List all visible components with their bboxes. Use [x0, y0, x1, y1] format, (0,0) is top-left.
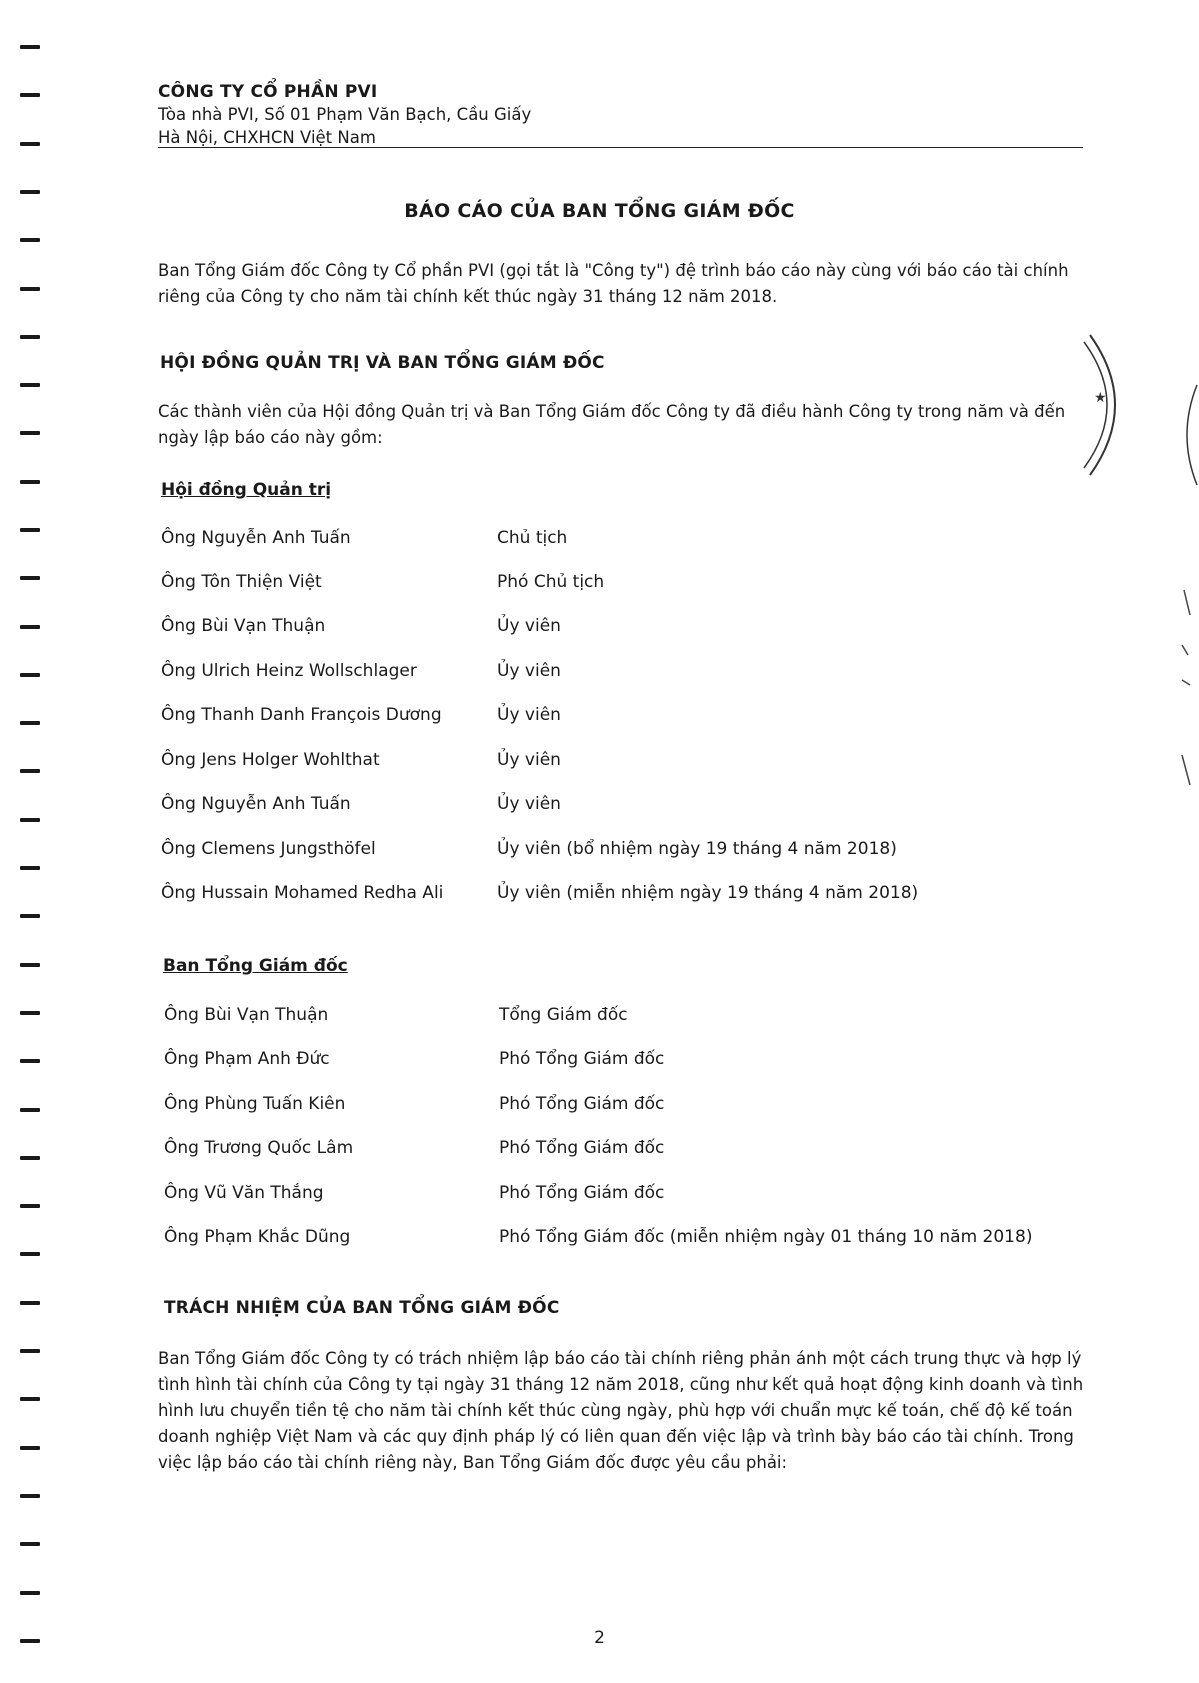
binder-mark [20, 93, 40, 97]
member-role: Chủ tịch [497, 528, 568, 548]
binder-mark [20, 1349, 40, 1353]
member-role: Phó Tổng Giám đốc (miễn nhiệm ngày 01 tháng 10 năm 2018) [499, 1227, 1033, 1247]
member-role: Ủy viên [497, 705, 561, 725]
binder-mark [20, 383, 40, 387]
member-role: Phó Tổng Giám đốc [499, 1049, 665, 1069]
binder-mark [20, 673, 40, 677]
member-role: Ủy viên [497, 661, 561, 681]
binder-mark [20, 721, 40, 725]
member-role: Ủy viên (miễn nhiệm ngày 19 tháng 4 năm 2018) [497, 883, 919, 903]
binder-mark [20, 1301, 40, 1305]
board-section-heading: HỘI ĐỒNG QUẢN TRỊ VÀ BAN TỔNG GIÁM ĐỐC [160, 353, 605, 373]
executives-subheading: Ban Tổng Giám đốc [163, 956, 348, 976]
binder-mark [20, 1204, 40, 1208]
company-name: CÔNG TY CỔ PHẦN PVI [158, 82, 378, 102]
binder-mark [20, 914, 40, 918]
member-name: Ông Phùng Tuấn Kiên [164, 1094, 346, 1114]
member-name: Ông Phạm Anh Đức [164, 1049, 330, 1069]
binder-mark [20, 1108, 40, 1112]
member-name: Ông Trương Quốc Lâm [164, 1138, 354, 1158]
members-intro-paragraph: Các thành viên của Hội đồng Quản trị và Ban Tổng Giám đốc Công ty đã điều hành Công ty trong năm và đến ngày lập báo cáo này gồm: [158, 402, 1066, 447]
binder-mark [20, 1542, 40, 1546]
responsibility-paragraph: Ban Tổng Giám đốc Công ty có trách nhiệm lập báo cáo tài chính riêng phản ánh một cách trung thực và hợp lý tình hình tài chính của Công ty tại ngày 31 tháng 12 năm 2018, cũng như kết quả hoạt động kinh doanh và tình hình lưu chuyển tiền tệ cho năm tài chính kết thúc cùng ngày, phù hợp với chuẩn mực kế toán, chế độ kế toán doanh nghiệp Việt Nam và các quy định pháp lý có liên quan đến việc lập và trình bày báo cáo tài chính. Trong việc lập báo cáo tài chính riêng này, Ban Tổng Giám đốc được yêu cầu phải: [158, 1349, 1084, 1472]
company-address-line1: Tòa nhà PVI, Số 01 Phạm Văn Bạch, Cầu Giấy [158, 105, 532, 124]
edge-stamp-mark [1175, 380, 1199, 490]
member-role: Phó Tổng Giám đốc [499, 1094, 665, 1114]
binder-mark [20, 625, 40, 629]
binder-mark [20, 45, 40, 49]
svg-text:★: ★ [1094, 390, 1107, 406]
member-name: Ông Nguyễn Anh Tuấn [161, 528, 351, 548]
binder-mark [20, 287, 40, 291]
member-name: Ông Tôn Thiện Việt [161, 572, 322, 592]
member-name: Ông Thanh Danh François Dương [161, 705, 442, 725]
company-address-line2: Hà Nội, CHXHCN Việt Nam [158, 128, 376, 147]
intro-paragraph: Ban Tổng Giám đốc Công ty Cổ phần PVI (gọi tắt là "Công ty") đệ trình báo cáo này cùng với báo cáo tài chính riêng của Công ty cho năm tài chính kết thúc ngày 31 tháng 12 năm 2018. [158, 261, 1069, 306]
member-name: Ông Hussain Mohamed Redha Ali [161, 883, 444, 903]
binder-mark [20, 818, 40, 822]
binder-mark [20, 190, 40, 194]
member-role: Phó Tổng Giám đốc [499, 1138, 665, 1158]
responsibility-heading: TRÁCH NHIỆM CỦA BAN TỔNG GIÁM ĐỐC [164, 1298, 560, 1318]
member-role: Phó Tổng Giám đốc [499, 1183, 665, 1203]
partial-stamp-mark [1080, 330, 1140, 480]
binder-mark [20, 1011, 40, 1015]
binder-mark [20, 142, 40, 146]
binder-mark [20, 1059, 40, 1063]
binder-mark [20, 576, 40, 580]
binder-mark [20, 1494, 40, 1498]
member-role: Ủy viên (bổ nhiệm ngày 19 tháng 4 năm 2018) [497, 839, 897, 859]
member-name: Ông Bùi Vạn Thuận [164, 1005, 329, 1025]
page-number: 2 [594, 1628, 605, 1648]
member-name: Ông Clemens Jungsthöfel [161, 839, 376, 859]
binder-mark [20, 866, 40, 870]
binder-mark [20, 480, 40, 484]
member-name: Ông Bùi Vạn Thuận [161, 616, 326, 636]
binder-mark [20, 335, 40, 339]
edge-stamp-trace [1176, 585, 1198, 800]
binder-mark [20, 528, 40, 532]
binder-mark [20, 1252, 40, 1256]
member-role: Ủy viên [497, 616, 561, 636]
report-title: BÁO CÁO CỦA BAN TỔNG GIÁM ĐỐC [404, 200, 795, 222]
member-name: Ông Phạm Khắc Dũng [164, 1227, 351, 1247]
member-name: Ông Vũ Văn Thắng [164, 1183, 324, 1203]
member-name: Ông Ulrich Heinz Wollschlager [161, 661, 417, 681]
member-role: Ủy viên [497, 794, 561, 814]
binder-mark [20, 963, 40, 967]
member-name: Ông Jens Holger Wohlthat [161, 750, 380, 770]
binder-mark [20, 1156, 40, 1160]
member-name: Ông Nguyễn Anh Tuấn [161, 794, 351, 814]
binder-mark [20, 1397, 40, 1401]
binder-marks [20, 0, 42, 1683]
binder-mark [20, 431, 40, 435]
member-role: Phó Chủ tịch [497, 572, 605, 592]
binder-mark [20, 769, 40, 773]
board-subheading: Hội đồng Quản trị [161, 480, 332, 500]
binder-mark [20, 238, 40, 242]
binder-mark [20, 1591, 40, 1595]
member-role: Ủy viên [497, 750, 561, 770]
binder-mark [20, 1446, 40, 1450]
member-role: Tổng Giám đốc [499, 1005, 628, 1025]
header-rule [158, 147, 1083, 148]
